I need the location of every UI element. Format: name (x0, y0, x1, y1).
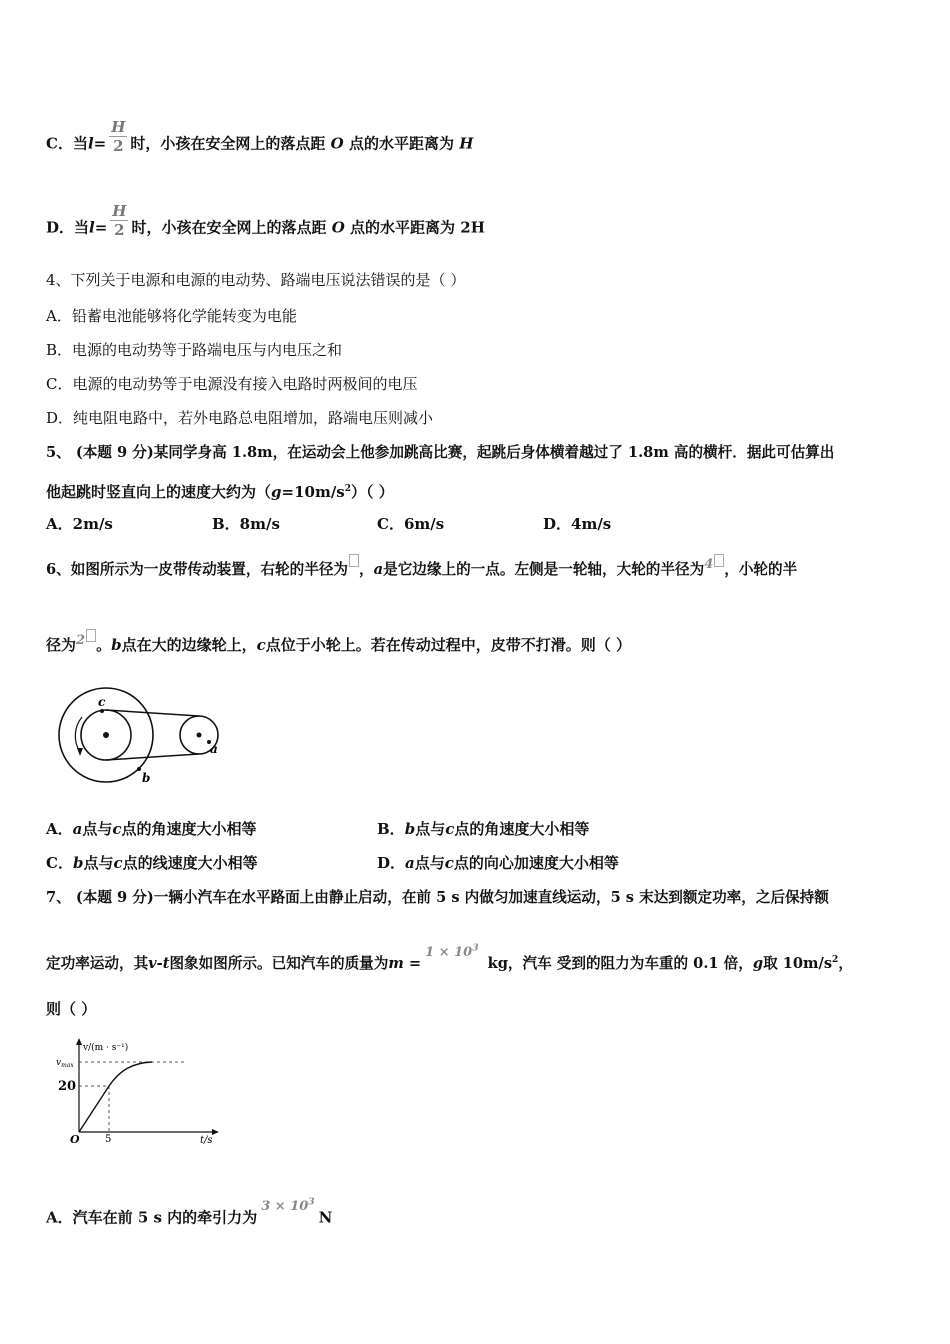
y-20-label: 20 (58, 1079, 77, 1094)
point-c (100, 709, 104, 713)
right-wheel-center-dot (197, 733, 202, 738)
q4-option-b: B．电源的电动势等于路端电压与内电压之和 (46, 341, 343, 359)
power-curve (109, 1062, 152, 1086)
q5-stem-line2: 他起跳时竖直向上的速度大约为$(g=10m/s^2)$（ ） (46, 483, 394, 501)
q4-option-c: C．电源的电动势等于电源没有接入电路时两极间的电压 (46, 375, 418, 393)
mass-value: $1 \times 10^3$ (425, 943, 479, 960)
q5-option-d: D．4m/s (543, 515, 612, 533)
q5-stem-line1: 5、 (本题 9 分)某同学身高 1.8m，在运动会上他参加跳高比赛，起跳后身体横着越过了 1.8m 高的横杆．据此可估算出 (46, 444, 835, 461)
q6-stem-line1: 6、如图所示为一皮带传动装置，右轮的半径为 ，a是它边缘上的一点。左侧是一轮轴，大轮的半径为4 ，小轮的半 (46, 560, 797, 581)
vmax-label: $v_{max}$ (56, 1058, 74, 1069)
origin-label: O (70, 1133, 80, 1146)
y-axis-label: v/(m · s⁻¹) (83, 1043, 129, 1053)
q4-option-a: A．铅蓄电池能够将化学能转变为电能 (46, 307, 297, 325)
q6-option-b: B．b点与c点的角速度大小相等 (377, 820, 590, 838)
placeholder-box (86, 629, 96, 642)
accel-segment (79, 1086, 109, 1132)
q5-option-c: C．6m/s (377, 515, 445, 533)
placeholder-box (349, 554, 359, 567)
q4-option-d: D．纯电阻电路中，若外电路总电阻增加，路端电压则减小 (46, 409, 434, 427)
q5-option-b: B．8m/s (212, 515, 280, 533)
vt-graph (52, 1036, 222, 1148)
axle-center-dot (103, 732, 109, 738)
x-5-label: 5 (105, 1134, 112, 1145)
q6-option-d: D．a点与c点的向心加速度大小相等 (377, 854, 619, 872)
placeholder-box (714, 554, 724, 567)
q5-option-a: A．2m/s (46, 515, 113, 533)
q3-option-c: C．当l= $\frac{H}{2}$ 时，小孩在安全网上的落点距 O 点的水平距离为 H (46, 118, 474, 155)
label-b: b (142, 771, 151, 785)
point-b (137, 767, 141, 771)
q7-stem-line2: 定功率运动，其v-t图象如图所示。已知汽车的质量为$m =1 \times 10^3$ kg，汽车 受到的阻力为车重的 0.1 倍，g取 $10m/s^2$， (46, 943, 853, 972)
belt-drive-figure (52, 682, 232, 786)
q4-stem: 4、下列关于电源和电源的电动势、路端电压说法错误的是（ ） (46, 271, 466, 289)
q6-stem-line2: 径为2 。b点在大的边缘轮上，c点位于小轮上。若在传动过程中，皮带不打滑。则（ ） (46, 635, 631, 657)
q3-option-d: D．当l= $\frac{H}{2}$ 时，小孩在安全网上的落点距 O 点的水平距离为 2H (46, 202, 485, 239)
label-a: a (210, 742, 218, 756)
label-c: c (98, 695, 106, 709)
q6-option-c: C．b点与c点的线速度大小相等 (46, 854, 258, 872)
fraction-h-over-2: $\frac{H}{2}$ (112, 202, 127, 239)
q7-stem-line1: 7、 (本题 9 分)一辆小汽车在水平路面上由静止启动，在前 5 s 内做匀加速直线运动，5 s 末达到额定功率，之后保持额 (46, 889, 829, 906)
q6-option-a: A．a点与c点的角速度大小相等 (46, 820, 257, 838)
rotation-arrowhead (77, 748, 83, 756)
q7-stem-line3: 则（ ） (46, 1000, 97, 1018)
force-value: $3 \times 10^3$ (261, 1198, 315, 1215)
x-axis-label: t/s (200, 1135, 213, 1146)
y-axis-arrow (76, 1038, 82, 1045)
fraction-h-over-2: $\frac{H}{2}$ (111, 118, 126, 155)
x-axis-arrow (212, 1129, 219, 1135)
q7-option-a: A．汽车在前 5 s 内的牵引力为$3 \times 10^3N$ (46, 1198, 333, 1227)
